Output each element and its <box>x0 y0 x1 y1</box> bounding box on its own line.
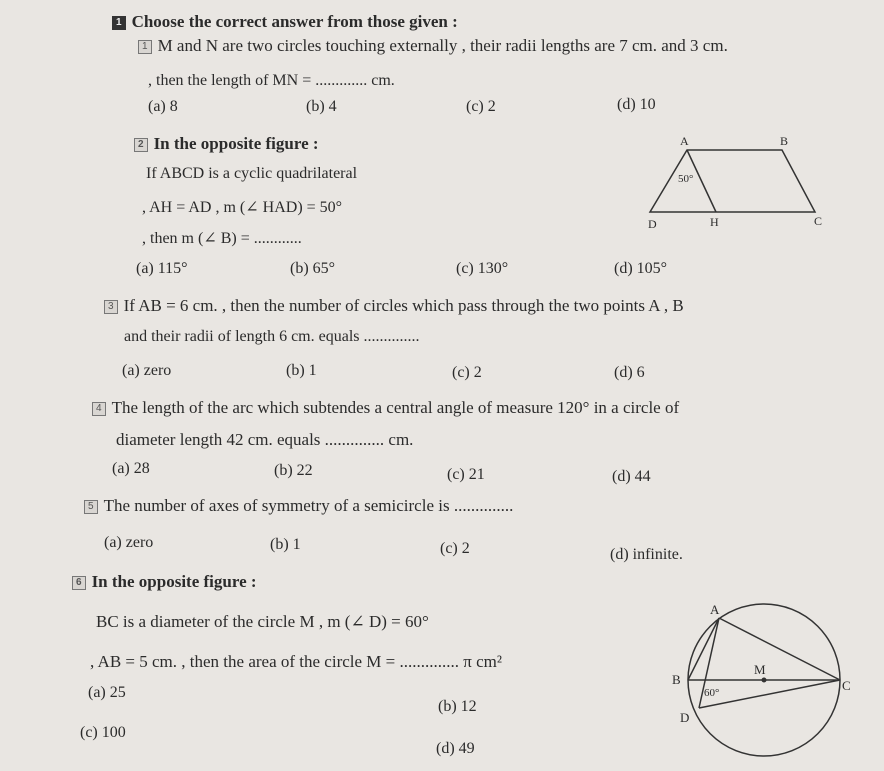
question-6-line-2: , AB = 5 cm. , then the area of the circle M = .............. π cm² <box>90 652 502 671</box>
question-2-line-2: , AH = AD , m (∠ HAD) = 50° <box>142 199 343 216</box>
label-m: M <box>754 662 766 677</box>
question-1-line-2: , then the length of MN = ............. cm. <box>148 72 395 89</box>
question-number-badge: 3 <box>104 300 118 314</box>
question-number-badge: 6 <box>72 576 86 590</box>
q1-option-d[interactable]: (d) 10 <box>617 96 656 113</box>
question-6-title: 6 In the opposite figure : <box>72 572 257 592</box>
q3-option-d[interactable]: (d) 6 <box>614 364 645 381</box>
label-d: D <box>648 217 657 231</box>
label-b: B <box>780 134 789 148</box>
section-header <box>112 12 458 32</box>
q6-option-a[interactable]: (a) 25 <box>88 684 126 701</box>
q2-option-b[interactable]: (b) 65° <box>290 260 336 277</box>
q5-option-c[interactable]: (c) 2 <box>440 540 470 557</box>
circle-figure <box>664 592 864 762</box>
label-d: D <box>680 710 690 725</box>
segment-ac <box>719 618 840 680</box>
label-c: C <box>842 678 851 693</box>
q3-option-a[interactable]: (a) zero <box>122 362 172 379</box>
q6-option-d[interactable]: (d) 49 <box>436 740 475 757</box>
question-3-line-2: and their radii of length 6 cm. equals .............. <box>124 328 420 345</box>
q1-option-c[interactable]: (c) 2 <box>466 98 496 115</box>
section-number-badge: 1 <box>112 16 126 30</box>
q3-option-c[interactable]: (c) 2 <box>452 364 482 381</box>
question-2-line-1: If ABCD is a cyclic quadrilateral <box>146 165 358 182</box>
section-title: Choose the correct answer from those given : <box>131 12 458 31</box>
q4-option-a[interactable]: (a) 28 <box>112 460 150 477</box>
q4-option-b[interactable]: (b) 22 <box>274 462 313 479</box>
question-3-line-1: 3 If AB = 6 cm. , then the number of circles which pass through the two points A , B <box>104 296 684 316</box>
question-2-title: 2 In the opposite figure : <box>134 134 319 154</box>
quadrilateral-abcd <box>650 150 815 212</box>
q4-option-c[interactable]: (c) 21 <box>447 466 485 483</box>
question-2-line-3: , then m (∠ B) = ............ <box>142 230 302 247</box>
q3-option-b[interactable]: (b) 1 <box>286 362 317 379</box>
question-4-line-1: 4 The length of the arc which subtendes a central angle of measure 120° in a circle of <box>92 398 679 418</box>
q5-option-a[interactable]: (a) zero <box>104 534 154 551</box>
question-number-badge: 2 <box>134 138 148 152</box>
question-4-line-2: diameter length 42 cm. equals .............. cm. <box>116 430 414 449</box>
q1-option-b[interactable]: (b) 4 <box>306 98 337 115</box>
center-point <box>762 678 767 683</box>
segment-ab <box>688 618 719 680</box>
angle-label: 60° <box>704 687 720 699</box>
q2-option-d[interactable]: (d) 105° <box>614 260 668 277</box>
q6-option-c[interactable]: (c) 100 <box>80 724 126 741</box>
q5-option-d[interactable]: (d) infinite. <box>610 546 683 563</box>
label-b: B <box>672 672 681 687</box>
q5-option-b[interactable]: (b) 1 <box>270 536 301 553</box>
label-c: C <box>814 214 823 228</box>
question-number-badge: 1 <box>138 40 152 54</box>
label-h: H <box>710 215 719 229</box>
q2-option-a[interactable]: (a) 115° <box>136 260 188 277</box>
question-6-line-1: BC is a diameter of the circle M , m (∠ D) = 60° <box>96 612 429 631</box>
question-number-badge: 4 <box>92 402 106 416</box>
q6-option-b[interactable]: (b) 12 <box>438 698 477 715</box>
angle-label: 50° <box>678 173 694 185</box>
q2-option-c[interactable]: (c) 130° <box>456 260 509 277</box>
question-1-line-1: 1 M and N are two circles touching externally , their radii lengths are 7 cm. and 3 cm. <box>138 36 728 56</box>
question-5-line-1: 5 The number of axes of symmetry of a semicircle is .............. <box>84 496 513 516</box>
label-a: A <box>680 134 689 148</box>
label-a: A <box>710 602 720 617</box>
quadrilateral-figure <box>640 132 840 232</box>
segment-dc <box>699 680 840 708</box>
q1-option-a[interactable]: (a) 8 <box>148 98 178 115</box>
q4-option-d[interactable]: (d) 44 <box>612 468 651 485</box>
question-number-badge: 5 <box>84 500 98 514</box>
